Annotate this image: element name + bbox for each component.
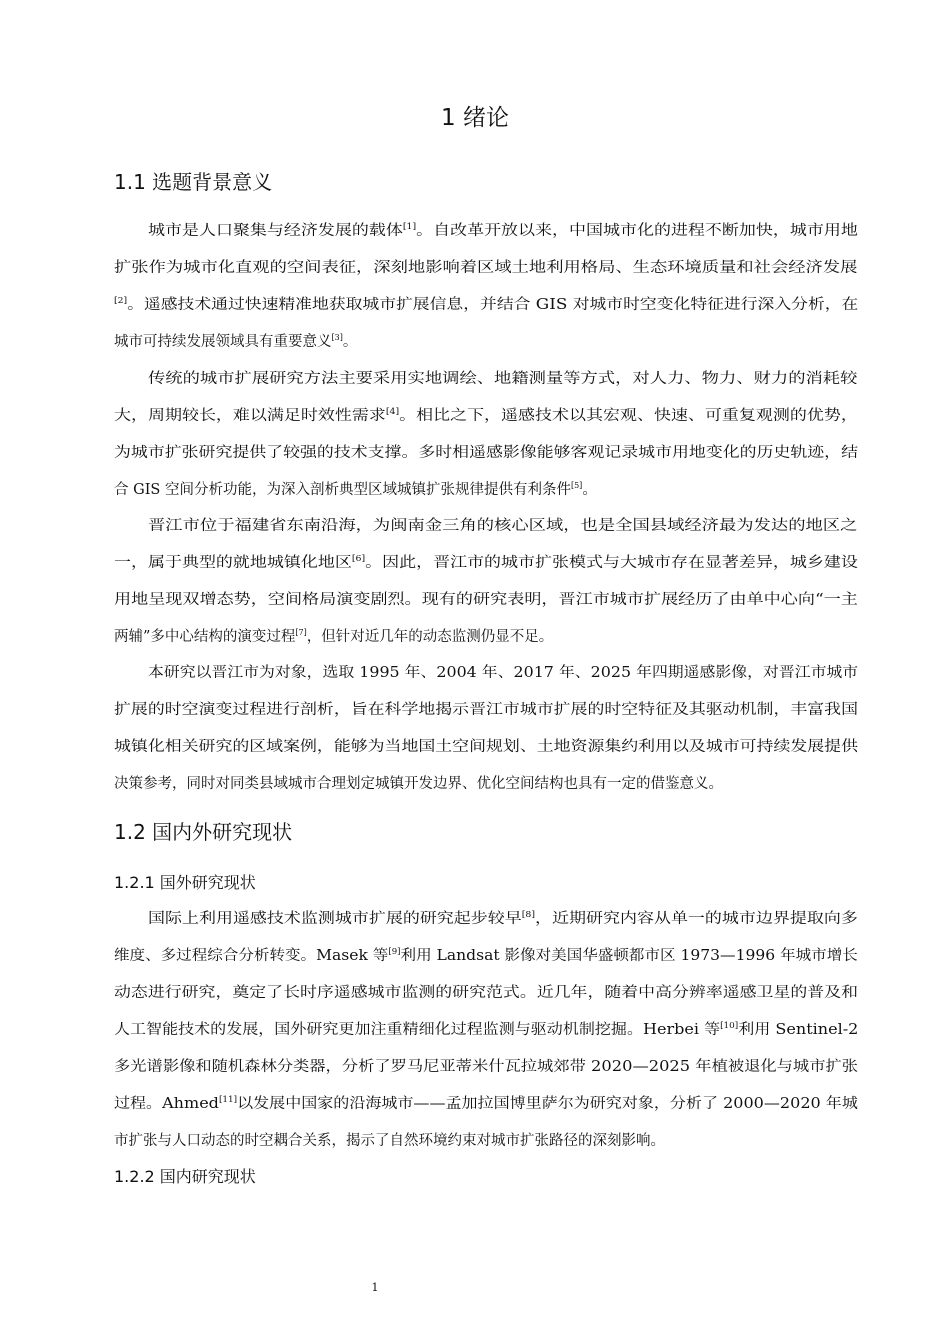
citation-superscript: [1] [402,222,417,231]
text-run: 人工智能技术的发展，国外研究更加注重精细化过程监测与驱动机制挖掘。Herbei 等 [114,1022,721,1038]
text-run: 维度、多过程综合分析转变。Masek 等 [114,948,389,964]
text-line [114,293,858,317]
text-line [114,1129,665,1153]
text-line [148,367,857,391]
text-run: 扩张作为城市化直观的空间表征，深刻地影响着区域土地利用格局、生态环境质量和社会经济发展 [114,260,858,276]
text-line [148,219,858,243]
text-line [114,441,858,465]
text-run: 传统的城市扩展研究方法主要采用实地调绘、地籍测量等方式，对人力、物力、财力的消耗较 [148,371,858,387]
text-run: 两辅”多中心结构的演变过程 [114,629,296,645]
text-run: 。因此，晋江市的城市扩张模式与大城市存在显著差异，城乡建设 [365,555,858,571]
citation-superscript: [11] [218,1095,238,1104]
text-run: 以发展中国家的沿海城市——孟加拉国博里萨尔为研究对象，分析了 2000—2020 年城 [237,1096,858,1112]
citation-superscript: [7] [295,628,307,637]
text-run: 利用 Sentinel-2 [738,1022,859,1038]
text-line [114,625,553,649]
text-line [114,1018,858,1042]
text-run: 合 GIS 空间分析功能，为深入剖析典型区域城镇扩张规律提供有利条件 [114,482,571,498]
text-line [114,588,858,612]
text-run: 大，周期较长，难以满足时效性需求 [114,408,386,424]
text-run: 城市是人口聚集与经济发展的载体 [148,223,403,239]
text-line [114,1092,858,1116]
text-run: 晋江市位于福建省东南沿海，为闽南金三角的核心区域，也是全国县域经济最为发达的地区之 [148,518,858,534]
text-run: ，近期研究内容从单一的城市边界提取向多 [535,911,858,927]
text-line [114,551,858,575]
text-line [114,772,723,796]
text-run: 过程。Ahmed [114,1096,219,1112]
subsection-heading-1-2-2: 1.2.2 国内研究现状 [114,1167,256,1186]
citation-superscript: [10] [720,1021,739,1030]
text-line [148,514,857,538]
text-line [114,256,857,280]
text-run: 。 [582,482,597,498]
text-line [114,478,597,502]
text-line [148,661,858,685]
text-run: 。遥感技术通过快速精准地获取城市扩展信息，并结合 GIS 对城市时空变化特征进行深入分析，在 [127,297,859,313]
section-heading-1-2: 1.2 国内外研究现状 [114,820,293,844]
text-run: 一，属于典型的就地城镇化地区 [114,555,352,571]
text-run: 利用 Landsat 影像对美国华盛顿都市区 1973—1996 年城市增长 [400,948,858,964]
subsection-heading-1-2-1: 1.2.1 国外研究现状 [114,873,256,892]
citation-superscript: [4] [385,407,400,416]
text-run: 用地呈现双增态势，空间格局演变剧烈。现有的研究表明，晋江市城市扩展经历了由单中心向“一主 [114,592,858,608]
text-line [114,698,858,722]
text-line [114,1055,858,1079]
text-run: 决策参考，同时对同类县域城市合理划定城镇开发边界、优化空间结构也具有一定的借鉴意义。 [114,776,723,792]
citation-superscript: [9] [388,947,401,956]
citation-superscript: [5] [570,481,583,490]
text-line [114,944,858,968]
citation-superscript: [3] [331,333,343,342]
text-run: 。 [342,334,358,350]
text-line [114,735,858,759]
text-line [114,404,858,428]
text-run: 。自改革开放以来，中国城市化的进程不断加快，城市用地 [416,223,858,239]
text-run: 动态进行研究，奠定了长时序遥感城市监测的研究范式。近几年，随着中高分辨率遥感卫星的普及和 [114,985,859,1001]
text-line [148,907,858,931]
text-run: 市扩张与人口动态的时空耦合关系，揭示了自然环境约束对城市扩张路径的深刻影响。 [114,1133,665,1149]
text-run: 本研究以晋江市为对象，选取 1995 年、2004 年、2017 年、2025 年四期遥感影像，对晋江市城市 [148,665,859,681]
text-run: 城镇化相关研究的区域案例，能够为当地国土空间规划、土地资源集约利用以及城市可持续发展提供 [114,739,859,755]
text-run: 国际上利用遥感技术监测城市扩展的研究起步较早 [148,911,522,927]
text-line [114,330,357,354]
text-run: ，但针对近几年的动态监测仍显不足。 [306,629,554,645]
section-heading-1-1: 1.1 选题背景意义 [114,170,273,194]
text-run: 。相比之下，遥感技术以其宏观、快速、可重复观测的优势， [399,408,858,424]
citation-superscript: [2] [114,296,128,305]
citation-superscript: [8] [521,910,536,919]
text-run: 多光谱影像和随机森林分类器，分析了罗马尼亚蒂米什瓦拉城郊带 2020—2025 年植被退化与城市扩张 [114,1059,859,1075]
chapter-title: 1 绪论 [441,105,509,131]
text-run: 城市可持续发展领域具有重要意义 [114,334,332,350]
text-line [114,981,858,1005]
text-run: 为城市扩张研究提供了较强的技术支撑。多时相遥感影像能够客观记录城市用地变化的历史轨迹，结 [114,445,859,461]
citation-superscript: [6] [351,554,366,563]
text-run: 扩展的时空演变过程进行剖析，旨在科学地揭示晋江市城市扩展的时空特征及其驱动机制，丰富我国 [114,702,859,718]
page-number: 1 [371,1281,379,1294]
